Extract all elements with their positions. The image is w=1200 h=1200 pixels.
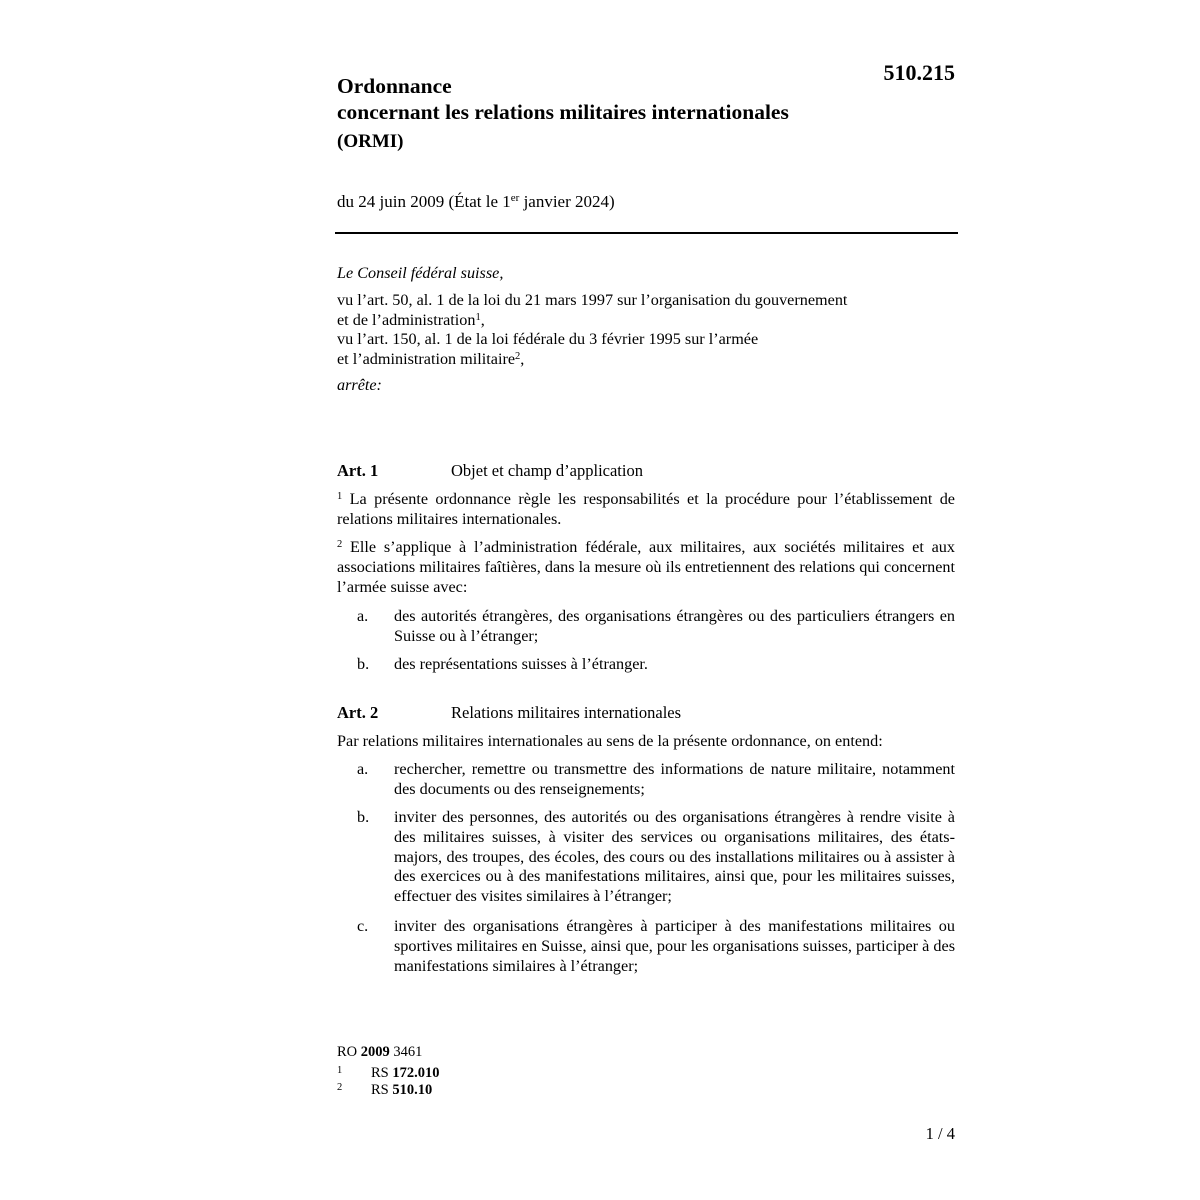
footnote-number: 1 — [337, 1065, 343, 1076]
preamble-line-4-end: , — [520, 350, 525, 369]
footnote-prefix: RS — [371, 1065, 393, 1081]
article-1-heading — [337, 461, 643, 481]
footnote-number: 2 — [337, 1082, 343, 1093]
ro-prefix: RO — [337, 1044, 361, 1060]
article-2-number: Art. 2 — [337, 703, 379, 722]
article-2-title: Relations militaires internationales — [451, 703, 682, 722]
date-prefix: du 24 juin 2009 (État le 1 — [337, 192, 511, 211]
item-letter: c. — [357, 917, 369, 935]
article-2-item-b — [337, 808, 955, 907]
footnote-reference[interactable]: 510.10 — [392, 1082, 433, 1098]
ro-year: 2009 — [360, 1044, 390, 1060]
item-letter: b. — [357, 808, 370, 826]
article-1-paragraph-2 — [337, 538, 955, 597]
ro-page: 3461 — [389, 1044, 423, 1060]
item-letter: a. — [357, 607, 369, 625]
preamble-line-3: vu l’art. 150, al. 1 de la loi fédérale du 3 février 1995 sur l’armée — [337, 330, 759, 349]
preamble-line-1: vu l’art. 50, al. 1 de la loi du 21 mars 1997 sur l’organisation du gouvernement — [337, 290, 848, 309]
article-2-item-a — [337, 760, 955, 800]
date-suffix: janvier 2024) — [519, 192, 615, 211]
preamble-line-2-text: et de l’administration — [337, 310, 476, 329]
item-text: des représentations suisses à l’étranger. — [394, 655, 648, 673]
title-abbreviation: (ORMI) — [337, 131, 404, 152]
footnote-ref-2[interactable]: 2 — [515, 351, 521, 363]
title-line-2: concernant les relations militaires internationales — [337, 100, 789, 124]
preamble-line-4 — [337, 350, 957, 370]
paragraph-number: 2 — [337, 539, 343, 550]
article-2-intro: Par relations militaires internationales au sens de la présente ordonnance, on entend: — [337, 732, 883, 750]
preamble-line-4-text: et l’administration militaire — [337, 350, 516, 369]
footnote-2 — [337, 1079, 432, 1099]
footnote-reference[interactable]: 172.010 — [392, 1065, 440, 1081]
item-text: des autorités étrangères, des organisations étrangères ou des particuliers étrangers en Suisse ou à l’étranger; — [394, 607, 955, 645]
title-divider — [335, 232, 958, 234]
item-text: inviter des organisations étrangères à participer à des manifestations militaires ou sportives militaires en Suisse, ainsi que, pour les organisations suisses, participer à des manifestations similaires à l’étranger; — [394, 917, 955, 975]
article-2-item-c — [337, 917, 955, 976]
item-letter: a. — [357, 760, 369, 778]
paragraph-text: La présente ordonnance règle les responsabilités et la procédure pour l’établissement de relations militaires internationales. — [337, 490, 955, 528]
article-2-heading — [337, 703, 681, 723]
preamble-line-2 — [337, 311, 957, 331]
preamble — [337, 264, 957, 396]
ordinance-title — [337, 73, 897, 155]
footnote-prefix: RS — [371, 1082, 393, 1098]
page-number: 1 / 4 — [925, 1124, 955, 1143]
paragraph-number: 1 — [337, 491, 343, 502]
article-1-number: Art. 1 — [337, 461, 379, 480]
item-text: inviter des personnes, des autorités ou des organisations étrangères à rendre visite à des militaires suisses, à visiter des services ou organisations militaires, des états-majors, des troupes, des écoles, des cours ou des installations militaires ou à assister à des exercices ou à des manifestations militaires, ainsi que, pour les militaires suisses, effectuer des visites similaires à l’étranger; — [394, 808, 955, 906]
item-text: rechercher, remettre ou transmettre des informations de nature militaire, notamment des documents ou des renseignements; — [394, 760, 955, 798]
preamble-authority: Le Conseil fédéral suisse, — [337, 264, 504, 282]
article-1-title: Objet et champ d’application — [451, 461, 643, 480]
official-compilation-ref — [337, 1044, 422, 1061]
title-line-1: Ordonnance — [337, 74, 452, 98]
paragraph-text: Elle s’applique à l’administration fédérale, aux militaires, aux sociétés militaires et aux associations militaires faîtières, dans la mesure où ils entretiennent des relations qui concernent l’armée suisse avec: — [337, 538, 955, 596]
item-letter: b. — [357, 655, 370, 673]
article-1-item-a — [337, 607, 955, 647]
preamble-decree: arrête: — [337, 375, 382, 394]
preamble-line-2-end: , — [480, 310, 485, 329]
article-1-item-b — [337, 655, 955, 675]
article-1-paragraph-1 — [337, 490, 955, 530]
ordinance-date — [337, 192, 615, 212]
sr-number: 510.215 — [883, 60, 955, 85]
date-superscript: er — [510, 192, 520, 204]
footnote-ref-1[interactable]: 1 — [475, 311, 481, 323]
